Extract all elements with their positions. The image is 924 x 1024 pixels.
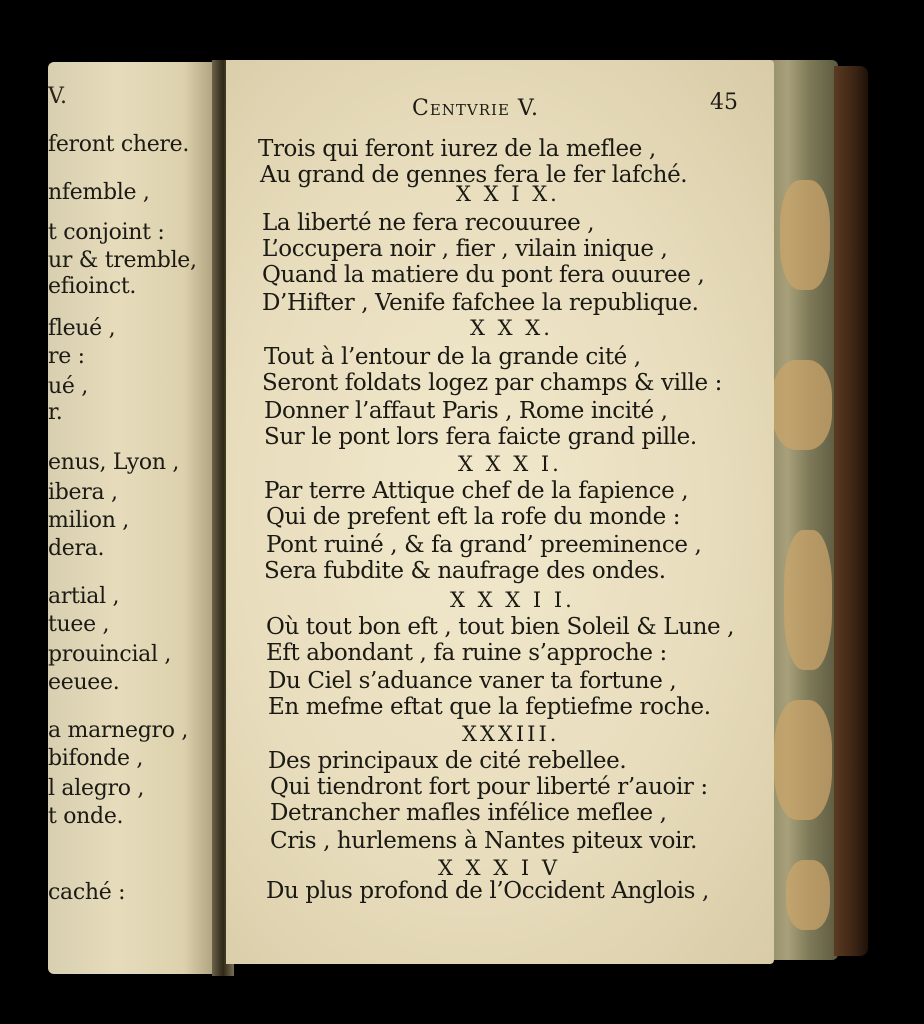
verse-line: Donner l’affaut Paris , Rome incité , xyxy=(264,398,668,424)
verse-line: D’Hifter , Venife fafchee la republique. xyxy=(262,290,699,316)
left-page-line: prouincial , xyxy=(48,642,172,667)
left-page-line: nfemble , xyxy=(48,180,150,205)
left-page-line: t conjoint : xyxy=(48,220,165,245)
verse-line: Tout à l’entour de la grande cité , xyxy=(264,344,641,370)
verse-line: Au grand de gennes fera le fer lafché. xyxy=(260,162,688,188)
stain xyxy=(786,860,830,930)
stain xyxy=(772,360,832,450)
page-number: 45 xyxy=(710,90,738,115)
verse-line: Pont ruiné , & fa grand’ preeminence , xyxy=(266,532,702,558)
verse-line: Qui de prefent eft la rofe du monde : xyxy=(266,504,681,530)
verse-line: Du Ciel s’aduance vaner ta fortune , xyxy=(268,668,677,694)
verse-line: Cris , hurlemens à Nantes piteux voir. xyxy=(270,828,698,854)
left-page xyxy=(48,62,218,974)
verse-line: Quand la matiere du pont fera ouuree , xyxy=(262,262,705,288)
verse-line: Trois qui feront iurez de la meflee , xyxy=(258,136,656,162)
quatrain-number: X X X I I. xyxy=(450,588,575,612)
quatrain-number: X X I X. xyxy=(456,182,560,206)
left-page-line: fleué , xyxy=(48,316,116,341)
verse-line: Qui tiendront fort pour liberté r’auoir : xyxy=(270,774,708,800)
left-page-line: re : xyxy=(48,344,85,369)
page-edges xyxy=(766,60,838,960)
left-page-line: eeuee. xyxy=(48,670,120,695)
left-page-line: milion , xyxy=(48,508,129,533)
left-page-line: tuee , xyxy=(48,612,110,637)
left-page-line: efioinct. xyxy=(48,274,137,299)
verse-line: Eft abondant , fa ruine s’approche : xyxy=(266,640,667,666)
left-page-line: artial , xyxy=(48,584,120,609)
verse-line: L’occupera noir , fier , vilain inique , xyxy=(262,236,668,262)
quatrain-number: XXXIII. xyxy=(462,722,560,746)
left-page-line: ué , xyxy=(48,374,88,399)
left-page-line: ibera , xyxy=(48,480,118,505)
left-page-line: l alegro , xyxy=(48,776,145,801)
book-cover xyxy=(834,66,868,956)
left-page-line: enus, Lyon , xyxy=(48,450,180,475)
left-page-line: feront chere. xyxy=(48,132,190,157)
left-page-line: dera. xyxy=(48,536,105,561)
left-page-running-head: V. xyxy=(48,84,68,109)
stain xyxy=(780,180,830,290)
verse-line: Par terre Attique chef de la fapience , xyxy=(264,478,689,504)
running-head: Centvrie V. xyxy=(412,96,539,121)
left-page-line: r. xyxy=(48,400,63,425)
verse-line: Sera fubdite & naufrage des ondes. xyxy=(264,558,666,584)
left-page-line: bifonde , xyxy=(48,746,144,771)
left-page-line: a marnegro , xyxy=(48,718,189,743)
verse-line: Sur le pont lors fera faicte grand pille. xyxy=(264,424,697,450)
left-page-line: caché : xyxy=(48,880,126,905)
verse-line: Detrancher mafles infélice meflee , xyxy=(270,800,667,826)
verse-line: La liberté ne fera recouuree , xyxy=(262,210,595,236)
stain xyxy=(774,700,832,820)
left-page-line: ur & tremble, xyxy=(48,248,197,273)
stain xyxy=(784,530,832,670)
verse-line: Du plus profond de l’Occident Anglois , xyxy=(266,878,709,904)
left-page-line: t onde. xyxy=(48,804,124,829)
quatrain-number: X X X I V xyxy=(438,856,561,880)
quatrain-number: X X X. xyxy=(470,316,553,340)
verse-line: Seront foldats logez par champs & ville : xyxy=(262,370,722,396)
verse-line: Des principaux de cité rebellee. xyxy=(268,748,627,774)
verse-line: Où tout bon eft , tout bien Soleil & Lune , xyxy=(266,614,735,640)
quatrain-number: X X X I. xyxy=(458,452,562,476)
verse-line: En mefme eftat que la feptiefme roche. xyxy=(268,694,711,720)
